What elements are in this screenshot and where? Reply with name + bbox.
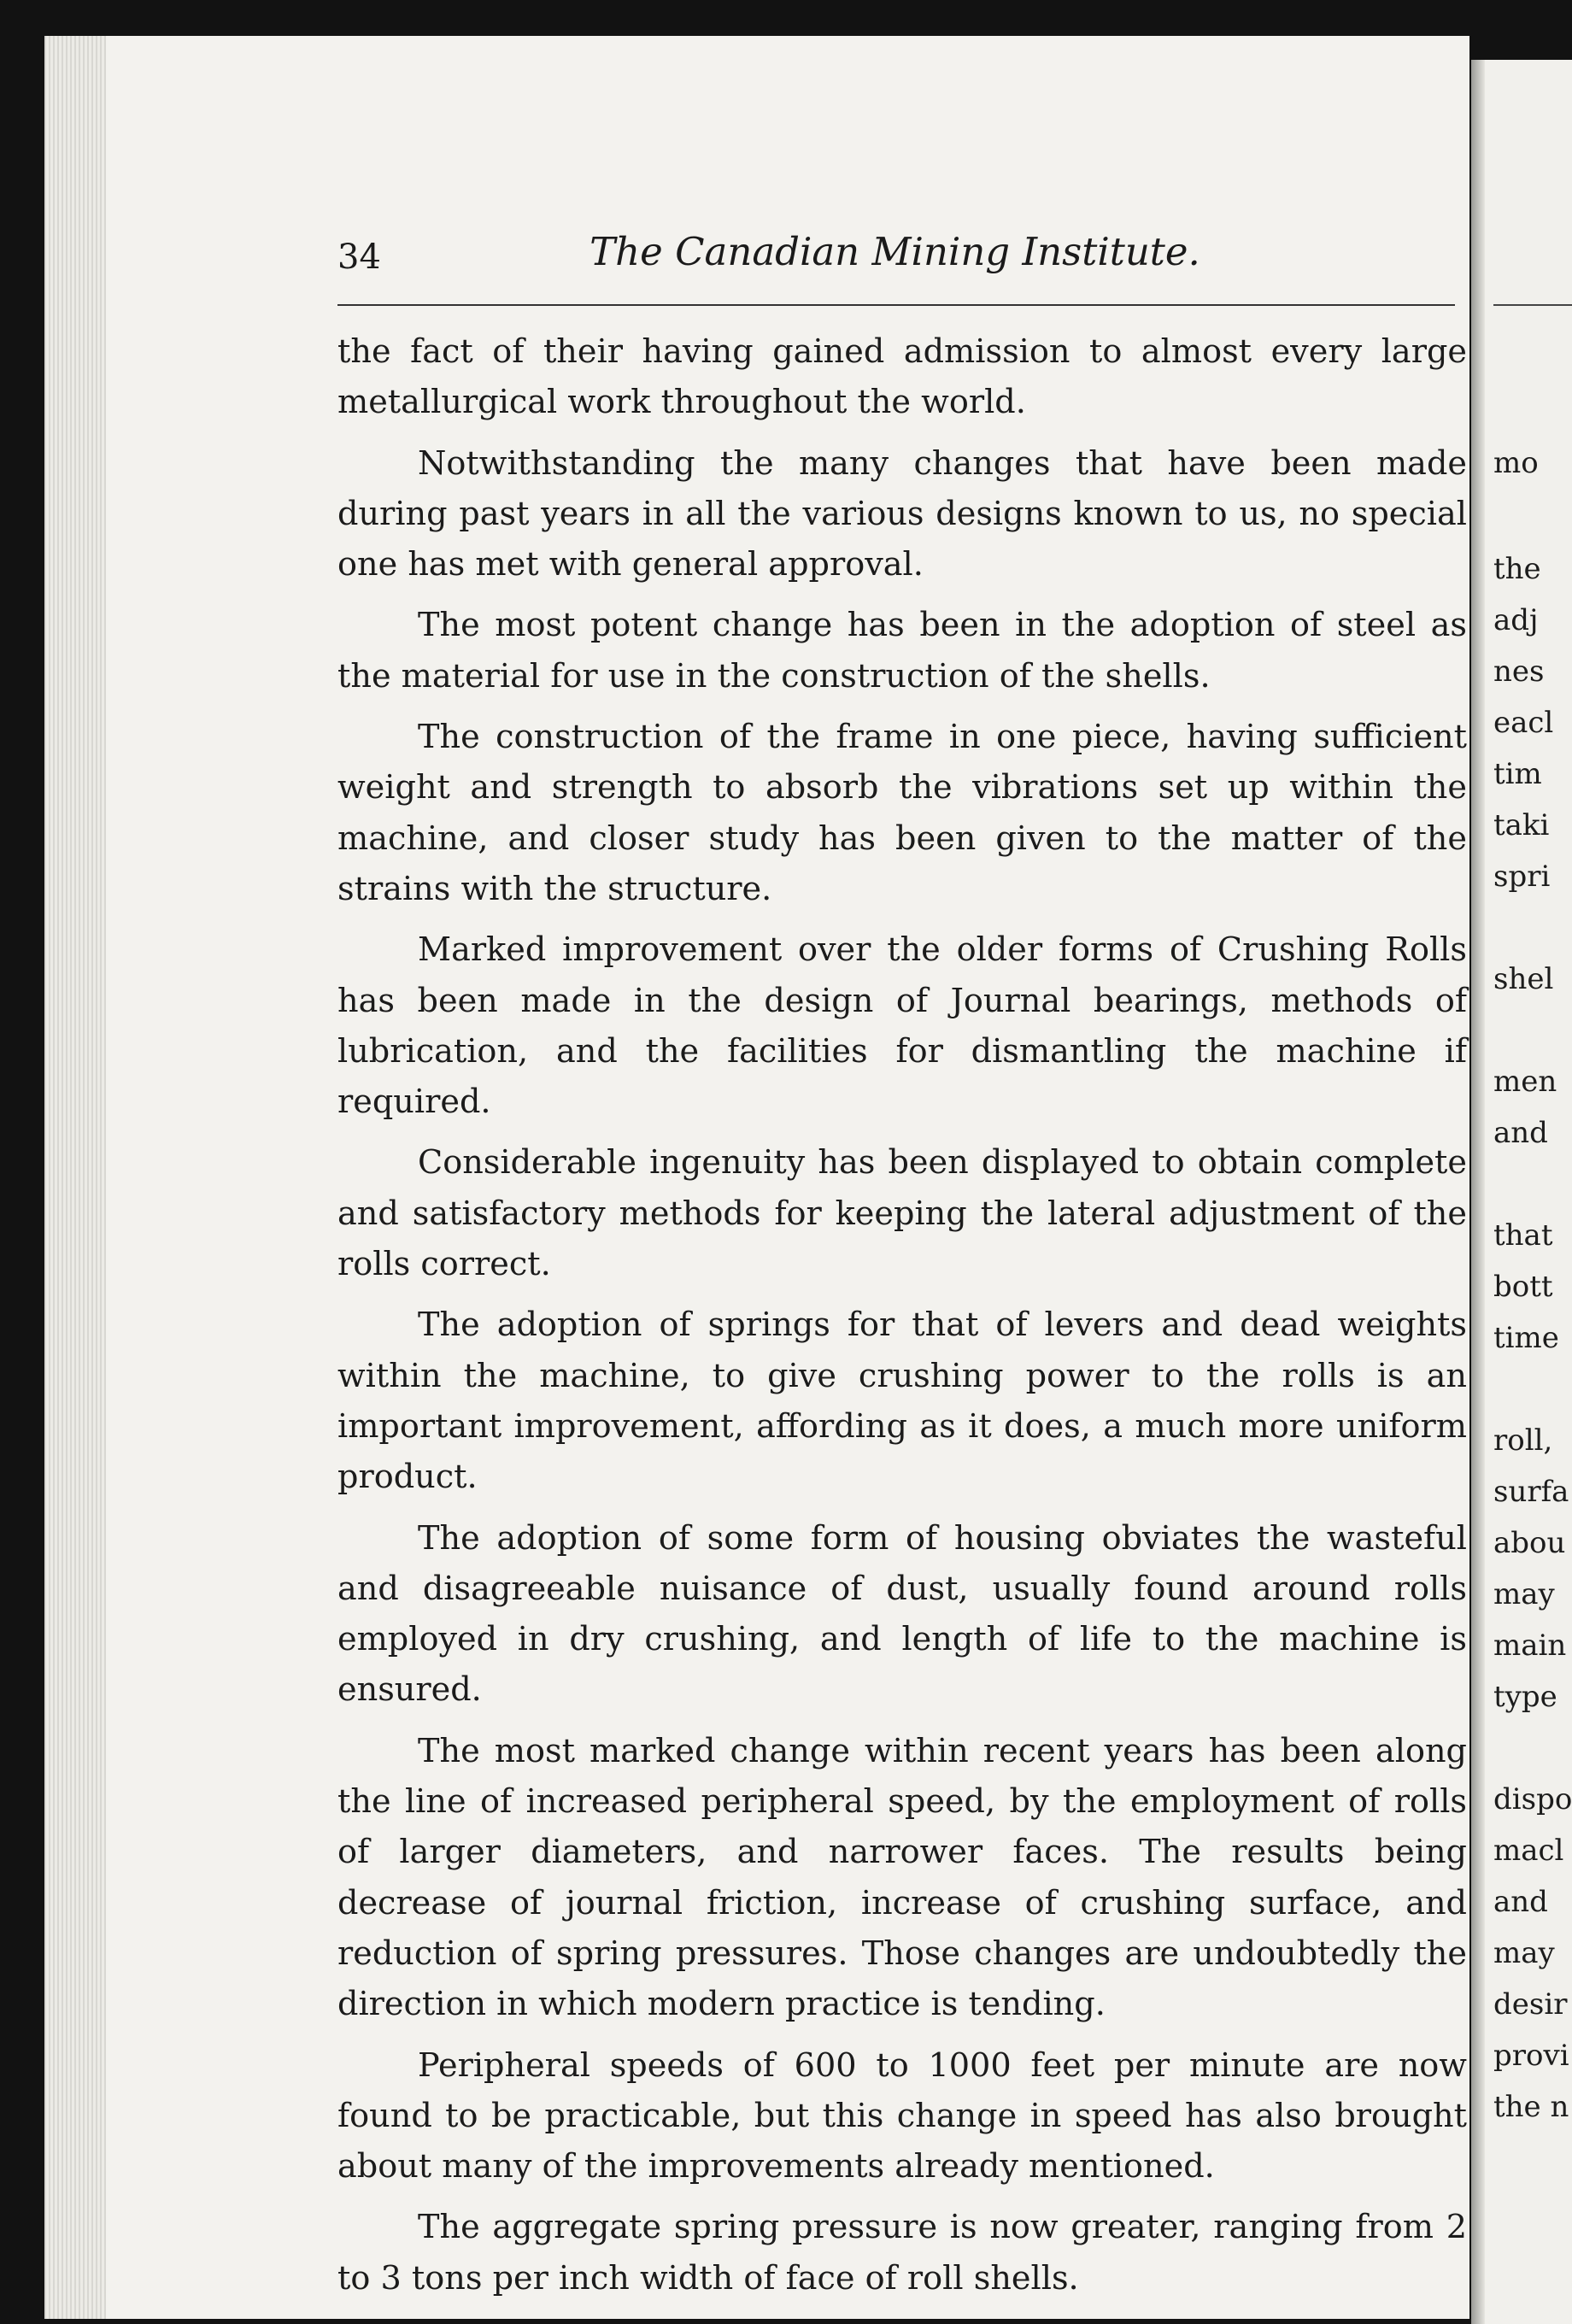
facing-page-rule: [1493, 304, 1572, 306]
header-rule: [337, 304, 1455, 306]
page-edge-shading: [44, 36, 106, 2319]
facing-word: desir: [1493, 1987, 1568, 2022]
facing-word: dispo: [1493, 1782, 1572, 1816]
running-head: [337, 229, 1461, 280]
facing-word: mo: [1493, 446, 1539, 480]
page-number: 34: [337, 238, 381, 277]
facing-word: eacl: [1493, 706, 1554, 740]
facing-word: shel: [1493, 962, 1554, 996]
paragraph: Considerable ingenuity has been displayed to obtain complete and satisfactory methods for keeping the lateral adjustment of the rolls correct.: [337, 1144, 1467, 1284]
paragraph: Marked improvement over the older forms of Crushing Rolls has been made in the design of Journal bearings, methods of lubrication, and the facilities for dismantling the machine if required.: [337, 931, 1467, 1122]
paragraph: The most marked change within recent years has been along the line of increased peripheral speed, by the employment of rolls of larger diameters, and narrower faces. The results being decrease of journal friction, increase of crushing surface, and reduction of spring pressures. Those changes are undoubtedly the direction in which modern practice is tending.: [337, 1732, 1467, 2024]
paragraph: the fact of their having gained admission to almost every large metallurgical work throughout the world.: [337, 333, 1467, 422]
facing-word: spri: [1493, 860, 1551, 894]
paragraph: The construction of the frame in one piece, having sufficient weight and strength to absorb the vibrations set up within the machine, and closer study has been given to the matter of the strains with the structure.: [337, 719, 1467, 908]
facing-word: roll,: [1493, 1423, 1553, 1458]
paragraph: The adoption of some form of housing obviates the wasteful and disagreeable nuisance of dust, usually found around rolls employed in dry crushing, and length of life to the machine is ensured.: [337, 1519, 1467, 1710]
facing-word: nes: [1493, 654, 1545, 689]
facing-word: the: [1493, 552, 1541, 586]
paragraph: The adoption of springs for that of levers and dead weights within the machine, to give crushing power to the rolls is an important improvement, affording as it does, a much more uniform product.: [337, 1306, 1467, 1497]
paragraph: The aggregate spring pressure is now greater, ranging from 2 to 3 tons per inch width of face of roll shells.: [337, 2209, 1467, 2298]
facing-word: provi: [1493, 2039, 1569, 2073]
facing-word: macl: [1493, 1834, 1564, 1868]
facing-word: and: [1493, 1885, 1548, 1919]
facing-word: tim: [1493, 757, 1542, 791]
paragraph: Notwithstanding the many changes that have been made during past years in all the various designs known to us, no special one has met with general approval.: [337, 444, 1467, 584]
running-title: The Canadian Mining Institute.: [590, 229, 1200, 274]
paragraph: Peripheral speeds of 600 to 1000 feet per minute are now found to be practicable, but this change in speed has also brought about many of the improvements already mentioned.: [337, 2046, 1467, 2186]
facing-word: surfa: [1493, 1475, 1569, 1509]
body-text: [337, 327, 1467, 2315]
facing-word: men: [1493, 1065, 1557, 1099]
facing-word: time: [1493, 1321, 1559, 1355]
facing-page: [1471, 60, 1572, 2324]
facing-word: and: [1493, 1116, 1548, 1150]
paragraph: The most potent change has been in the adoption of steel as the material for use in the construction of the shells.: [337, 607, 1467, 695]
facing-word: may: [1493, 1577, 1555, 1611]
facing-word: the n: [1493, 2090, 1569, 2124]
facing-page-gutter: [1471, 60, 1485, 2324]
facing-word: may: [1493, 1936, 1555, 1970]
facing-word: main: [1493, 1629, 1567, 1663]
facing-word: adj: [1493, 603, 1539, 637]
facing-word: bott: [1493, 1270, 1553, 1304]
facing-word: taki: [1493, 808, 1550, 842]
facing-word: abou: [1493, 1526, 1566, 1560]
facing-word: type: [1493, 1680, 1557, 1714]
facing-word: that: [1493, 1218, 1553, 1253]
